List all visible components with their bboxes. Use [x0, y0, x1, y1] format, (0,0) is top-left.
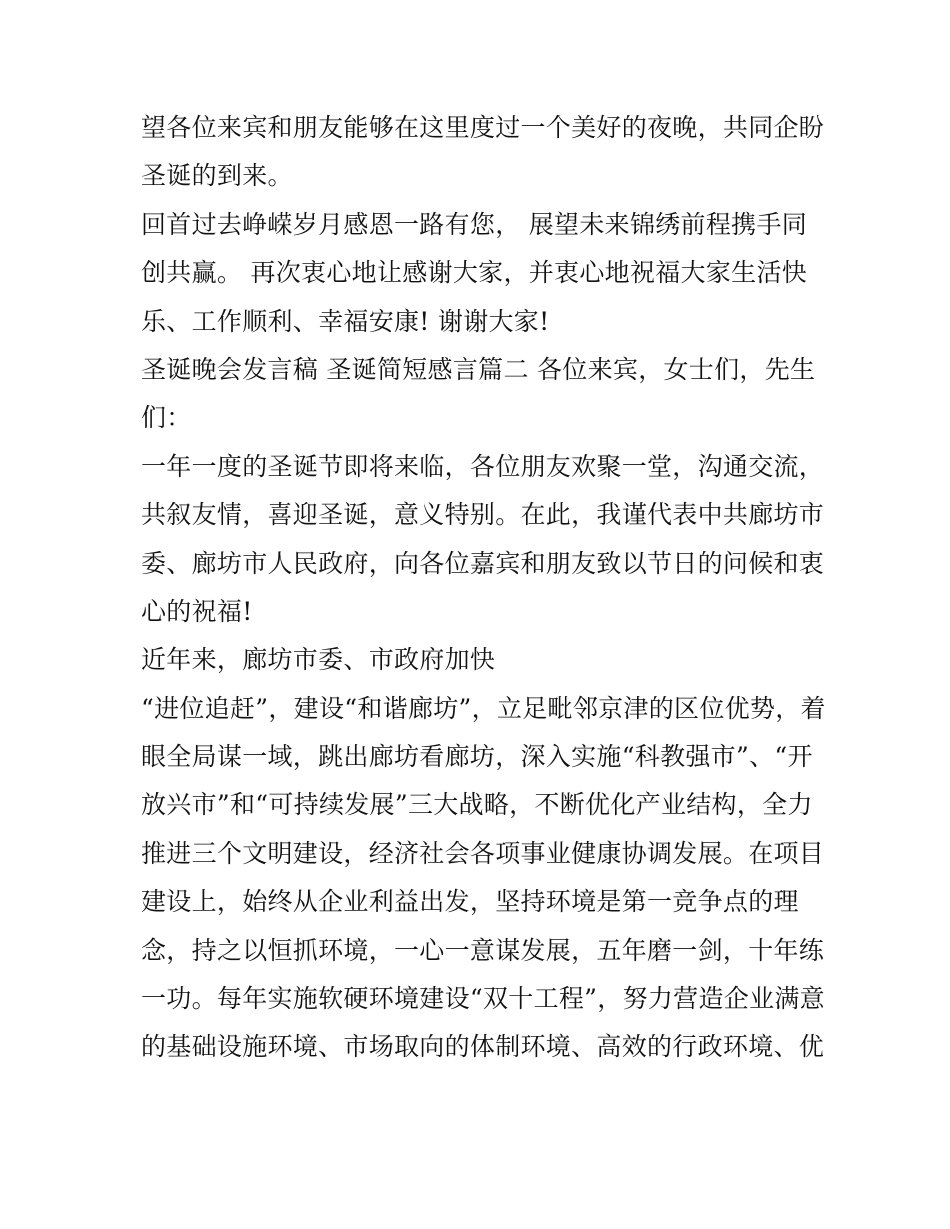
- text-line: 眼全局谋一域，跳出廊坊看廊坊，深入实施“科教强市”、“开: [141, 742, 813, 772]
- text-line: 回首过去峥嵘岁月感恩一路有您， 展望未来锦绣前程携手同: [141, 209, 808, 239]
- text-line: 望各位来宾和朋友能够在这里度过一个美好的夜晚，共同企盼: [141, 113, 825, 142]
- text-line: 推进三个文明建设，经济社会各项事业健康协调发展。在项目: [141, 838, 825, 868]
- document-body: [141, 104, 826, 1072]
- text-line: 共叙友情，喜迎圣诞，意义特别。在此，我谨代表中共廊坊市: [141, 500, 825, 530]
- text-line: 委、廊坊市人民政府，向各位嘉宾和朋友致以节日的问候和衷: [141, 548, 825, 578]
- text-line: 心的祝福!: [141, 596, 253, 626]
- text-line: 放兴市”和“可持续发展”三大战略，不断优化产业结构，全力: [141, 790, 813, 820]
- text-line: 建设上，始终从企业利益出发，坚持环境是第一竞争点的理: [141, 887, 799, 917]
- text-line: 圣诞晚会发言稿 圣诞简短感言篇二 各位来宾，女士们，先生: [141, 354, 816, 384]
- text-line: 近年来，廊坊市委、市政府加快: [141, 645, 496, 675]
- text-line: 创共赢。 再次衷心地让感谢大家，并衷心地祝福大家生活快: [141, 258, 808, 288]
- text-line: 一功。每年实施软硬环境建设“双十工程”，努力营造企业满意: [141, 984, 825, 1014]
- text-line: 一年一度的圣诞节即将来临，各位朋友欢聚一堂，沟通交流，: [141, 451, 825, 481]
- text-line: 的基础设施环境、市场取向的体制环境、高效的行政环境、优: [141, 1032, 825, 1062]
- text-line: “进位追赶”，建设“和谐廊坊”，立足毗邻京津的区位优势，着: [141, 693, 826, 723]
- text-line: 念，持之以恒抓环境，一心一意谋发展，五年磨一剑，十年练: [141, 935, 825, 965]
- text-line: 们：: [141, 403, 192, 433]
- text-line: 圣诞的到来。: [141, 161, 293, 191]
- text-line: 乐、工作顺利、幸福安康! 谢谢大家!: [141, 306, 550, 336]
